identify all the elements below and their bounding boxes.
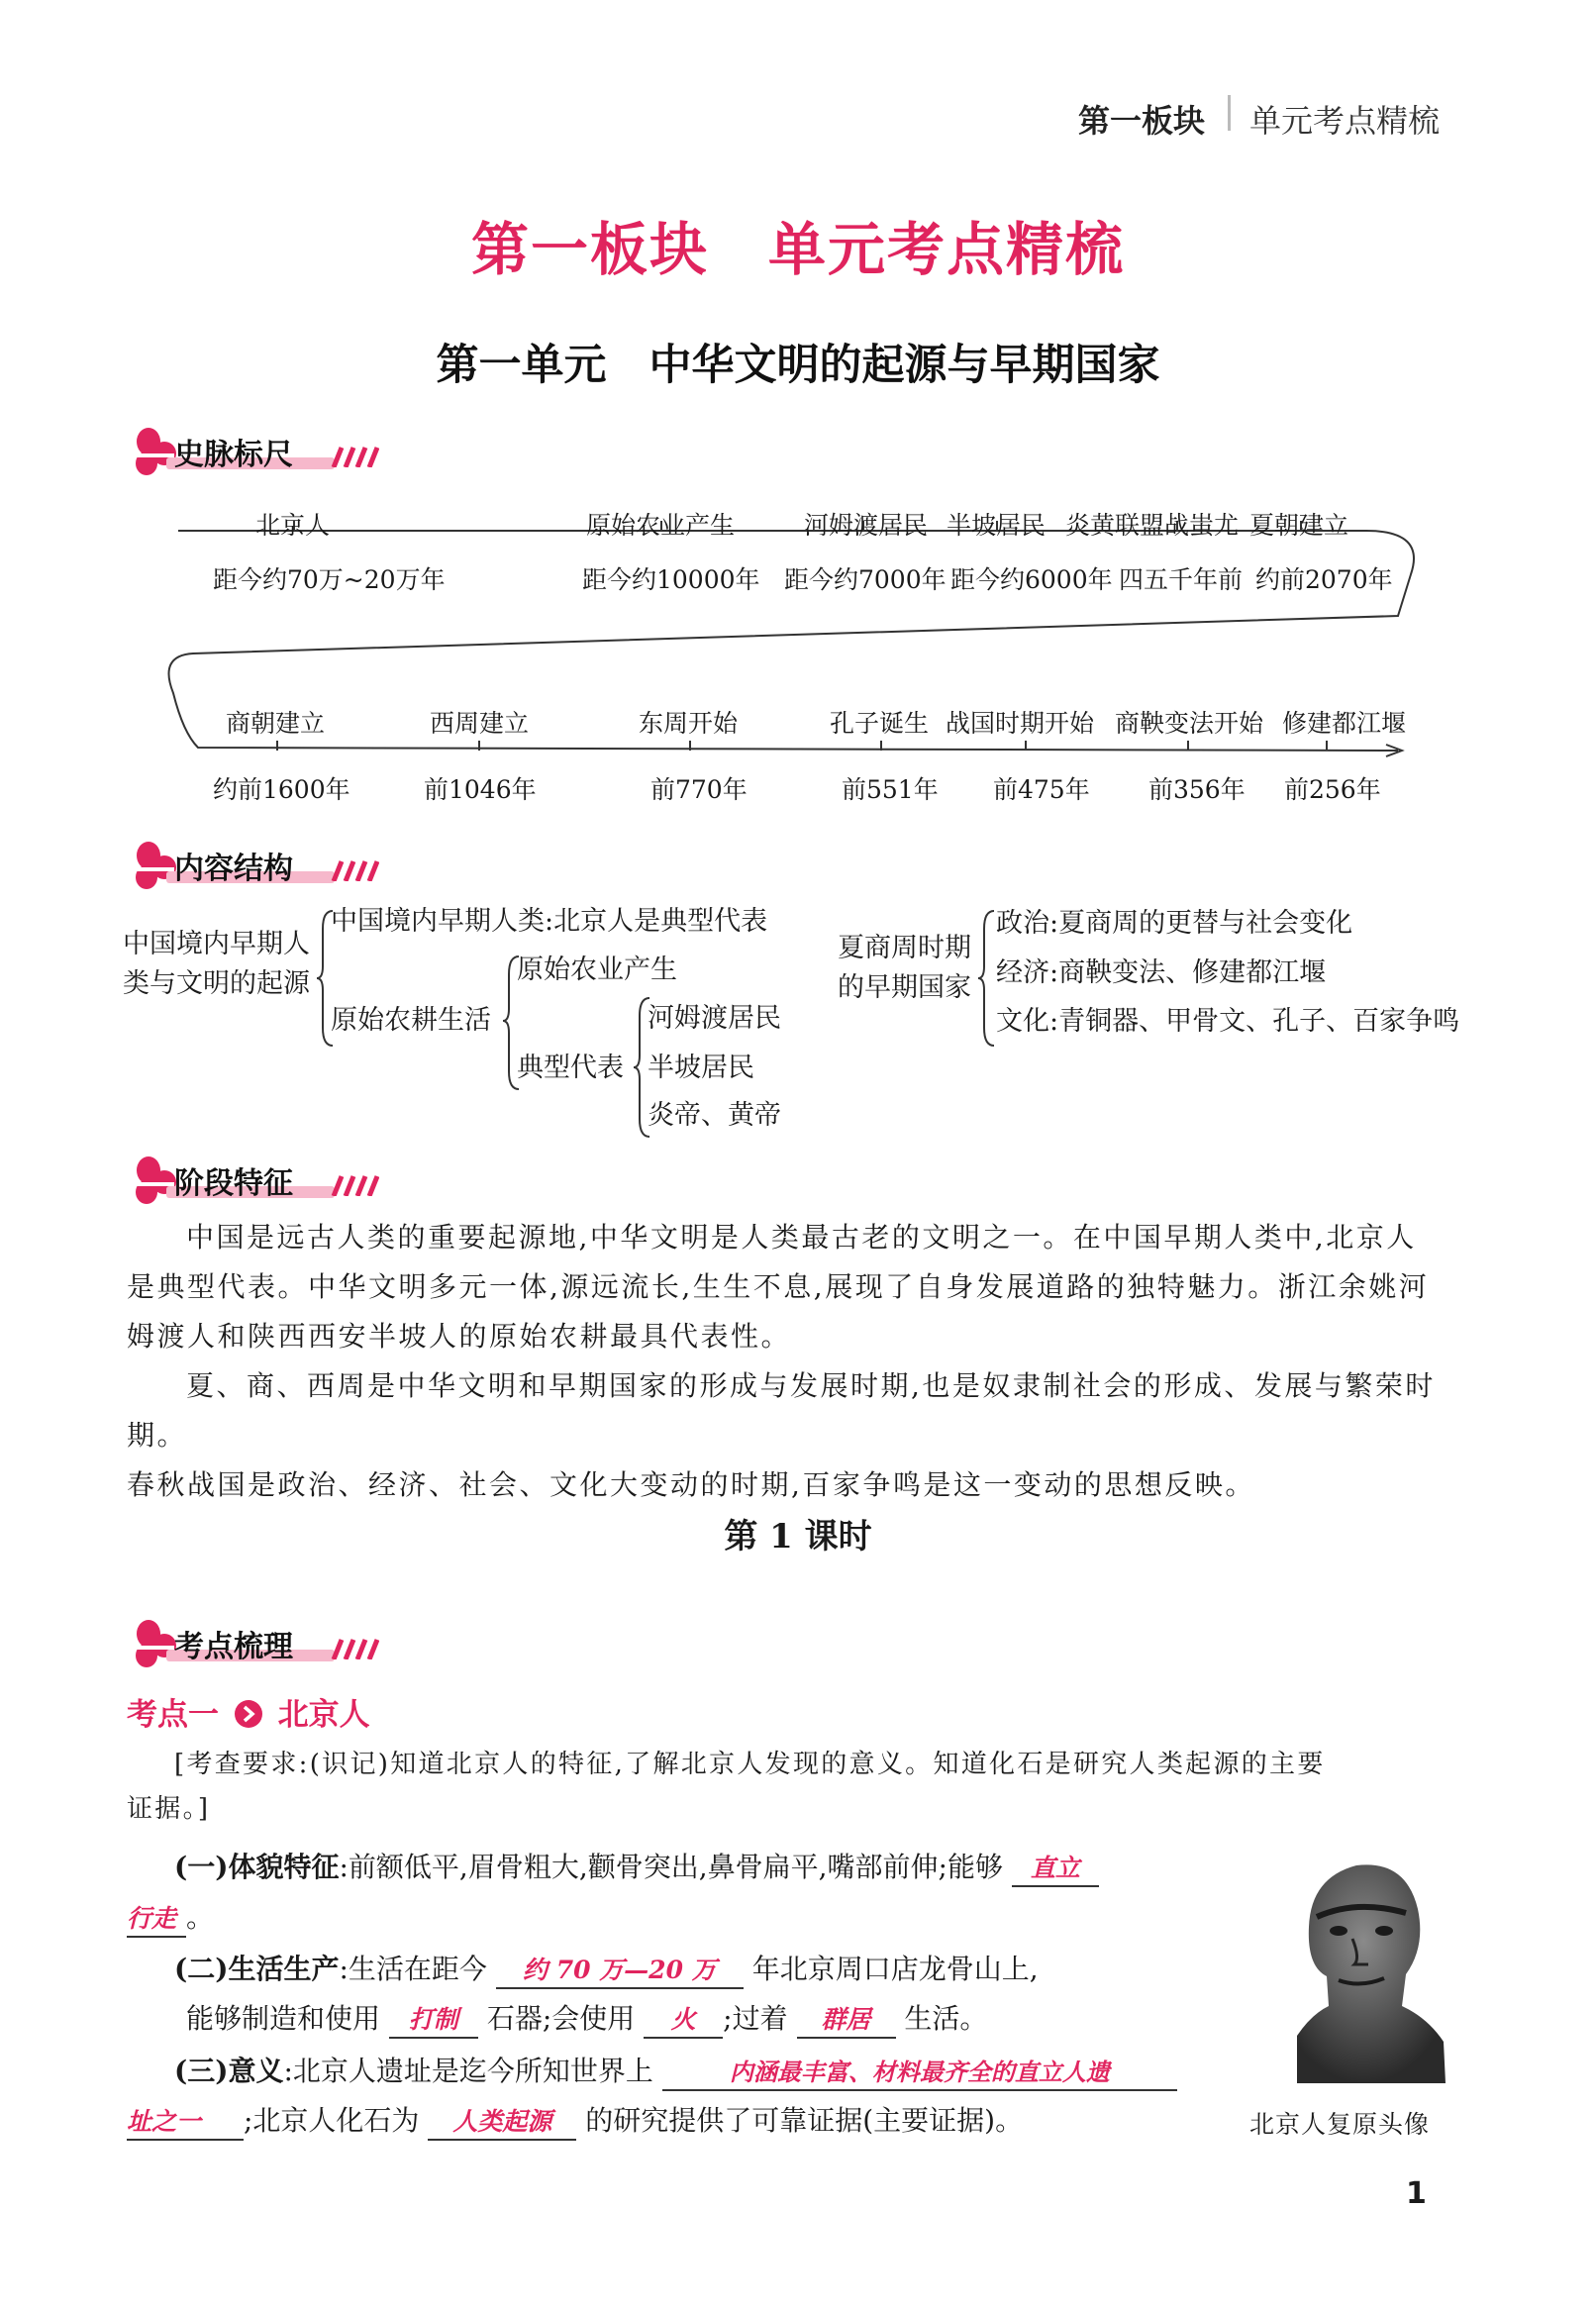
- item-text: ;北京人化石为: [244, 2104, 420, 2137]
- item2-line: [174, 1945, 1039, 1994]
- timeline-event: 东周开始: [639, 709, 739, 738]
- stripes-decoration: [330, 444, 379, 467]
- features-line: 春秋战国是政治、经济、社会、文化大变动的时期,百家争鸣是这一变动的思想反映。: [127, 1468, 1255, 1501]
- requirement-line: 证据。]: [127, 1794, 211, 1824]
- timeline-date: 前551年: [842, 775, 939, 804]
- item-text: 石器;会使用: [486, 2002, 636, 2035]
- answer-blank: 火: [644, 2003, 723, 2039]
- item2-line2: [186, 1994, 987, 2044]
- item3-line2: [127, 2096, 1023, 2146]
- main-title: 第一板块 单元考点精梳: [470, 216, 1125, 283]
- structure-root-right: [838, 929, 971, 1008]
- item3-line: [174, 2047, 1177, 2096]
- keypoint-heading: [127, 1689, 370, 1734]
- peking-man-bust-image: [1257, 1848, 1455, 2083]
- stripes-decoration: [330, 857, 379, 881]
- badge-label: 史脉标尺: [174, 438, 293, 472]
- structure-root-line: 中国境内早期人: [123, 929, 310, 959]
- page-number: 1: [1406, 2176, 1427, 2211]
- timeline-event: 商鞅变法开始: [1115, 709, 1264, 738]
- timeline-date: 约前1600年: [213, 775, 350, 804]
- item-label: (三)意义: [174, 2055, 284, 2087]
- timeline-event: 原始农业产生: [586, 511, 736, 540]
- structure-root-line: 夏商周时期: [838, 933, 971, 963]
- item-text: 能够制造和使用: [186, 2002, 381, 2035]
- item-text: :前额低平,眉骨粗大,颧骨突出,鼻骨扁平,嘴部前伸;能够: [339, 1851, 1003, 1883]
- answer-blank: 址之一: [127, 2105, 244, 2141]
- unit-title: 第一单元 中华文明的起源与早期国家: [436, 341, 1160, 390]
- timeline-event: 北京人: [255, 511, 331, 540]
- item1-line: [174, 1843, 1099, 1892]
- timeline-date: 距今约6000年: [950, 565, 1113, 594]
- timeline-event: 商朝建立: [226, 709, 326, 738]
- badge-label: 内容结构: [174, 852, 293, 886]
- item-text: :生活在距今: [339, 1953, 487, 1985]
- badge-structure: [127, 838, 374, 893]
- structure-root-line: 类与文明的起源: [123, 968, 310, 999]
- structure-item: 经济:商鞅变法、修建都江堰: [996, 957, 1327, 988]
- item-text: 年北京周口店龙骨山上,: [751, 1953, 1039, 1985]
- structure-rep: 炎帝、黄帝: [648, 1100, 781, 1131]
- timeline-date: 距今约10000年: [582, 565, 760, 594]
- timeline-graphic: [0, 495, 1596, 792]
- structure-rep: 半坡居民: [648, 1053, 754, 1083]
- keypoint-prefix: 考点一: [127, 1697, 219, 1733]
- item-label: (二)生活生产: [174, 1953, 340, 1985]
- badge-label: 考点梳理: [174, 1630, 293, 1664]
- timeline-date: 四五千年前: [1119, 565, 1244, 594]
- requirement-line: [考查要求:(识记)知道北京人的特征,了解北京人发现的意义。知道化石是研究人类起源的主要: [174, 1750, 1326, 1779]
- timeline-date: 距今约7000年: [784, 565, 947, 594]
- keypoint-title: 北京人: [277, 1697, 370, 1733]
- header-divider: [1228, 95, 1231, 131]
- timeline-event: 修建都江堰: [1282, 709, 1407, 738]
- brace: [976, 909, 996, 1048]
- timeline-event: 河姆渡居民: [804, 511, 929, 540]
- badge-features: [127, 1153, 374, 1208]
- timeline-date: 距今约70万~20万年: [213, 565, 446, 594]
- timeline-date: 前356年: [1148, 775, 1246, 804]
- header-subtitle: 单元考点精梳: [1249, 102, 1441, 140]
- structure-sub: 典型代表: [517, 1053, 624, 1083]
- timeline-event: 半坡居民: [947, 511, 1047, 540]
- image-caption: 北京人复原头像: [1249, 2110, 1431, 2139]
- structure-branch: 中国境内早期人类:北京人是典型代表: [331, 906, 768, 937]
- structure-rep: 河姆渡居民: [648, 1003, 781, 1034]
- structure-sub: 原始农业产生: [517, 954, 677, 985]
- item-label: (一)体貌特征: [174, 1851, 340, 1883]
- structure-branch: 原始农耕生活: [331, 1005, 491, 1036]
- timeline-event: 西周建立: [430, 709, 530, 738]
- item-text: ;过着: [723, 2002, 788, 2035]
- answer-blank: 群居: [797, 2003, 896, 2039]
- stripes-decoration: [330, 1636, 379, 1659]
- structure-root-left: [123, 925, 310, 1004]
- timeline-event: 炎黄联盟战蚩尤: [1065, 511, 1240, 540]
- timeline-date: 前1046年: [424, 775, 537, 804]
- structure-root-line: 的早期国家: [838, 972, 971, 1003]
- timeline-event: 孔子诞生: [830, 709, 930, 738]
- answer-blank: 约 70 万—20 万: [496, 1954, 744, 1989]
- features-line: 是典型代表。中华文明多元一体,源远流长,生生不息,展现了自身发展道路的独特魅力。浙江余姚河: [127, 1270, 1430, 1303]
- answer-blank: 内涵最丰富、材料最齐全的直立人遗: [662, 2056, 1177, 2091]
- timeline-date: 约前2070年: [1255, 565, 1393, 594]
- answer-blank: 人类起源: [428, 2105, 576, 2141]
- features-line: 中国是远古人类的重要起源地,中华文明是人类最古老的文明之一。在中国早期人类中,北京人: [186, 1221, 1417, 1254]
- features-line: 夏、商、西周是中华文明和早期国家的形成与发展时期,也是奴隶制社会的形成、发展与繁荣时期。: [127, 1369, 1436, 1452]
- timeline-event: 战国时期开始: [946, 709, 1095, 738]
- features-paragraph: [127, 1213, 1453, 1510]
- item-text: 生活。: [904, 2002, 988, 2035]
- timeline-date: 前475年: [993, 775, 1090, 804]
- answer-blank: 打制: [389, 2003, 478, 2039]
- badge-points: [127, 1616, 374, 1671]
- features-line: 姆渡人和陕西西安半坡人的原始农耕最具代表性。: [127, 1320, 792, 1353]
- item-text: 的研究提供了可靠证据(主要证据)。: [585, 2104, 1024, 2137]
- structure-item: 政治:夏商周的更替与社会变化: [996, 908, 1353, 939]
- item-text: 。: [186, 1901, 215, 1934]
- item1-line2: [127, 1893, 214, 1943]
- lesson-title: 第 1 课时: [724, 1517, 872, 1557]
- timeline-event: 夏朝建立: [1249, 511, 1349, 540]
- answer-blank: 行走: [127, 1902, 186, 1938]
- stripes-decoration: [330, 1172, 379, 1196]
- badge-timeline: [127, 424, 374, 479]
- timeline-date: 前770年: [650, 775, 748, 804]
- timeline-date: 前256年: [1284, 775, 1381, 804]
- badge-label: 阶段特征: [174, 1166, 293, 1201]
- answer-blank: 直立: [1012, 1852, 1099, 1887]
- item-text: :北京人遗址是迄今所知世界上: [283, 2055, 653, 2087]
- arrow-circle-icon: [234, 1699, 263, 1729]
- structure-item: 文化:青铜器、甲骨文、孔子、百家争鸣: [996, 1006, 1460, 1037]
- header-section: 第一板块: [1077, 102, 1205, 140]
